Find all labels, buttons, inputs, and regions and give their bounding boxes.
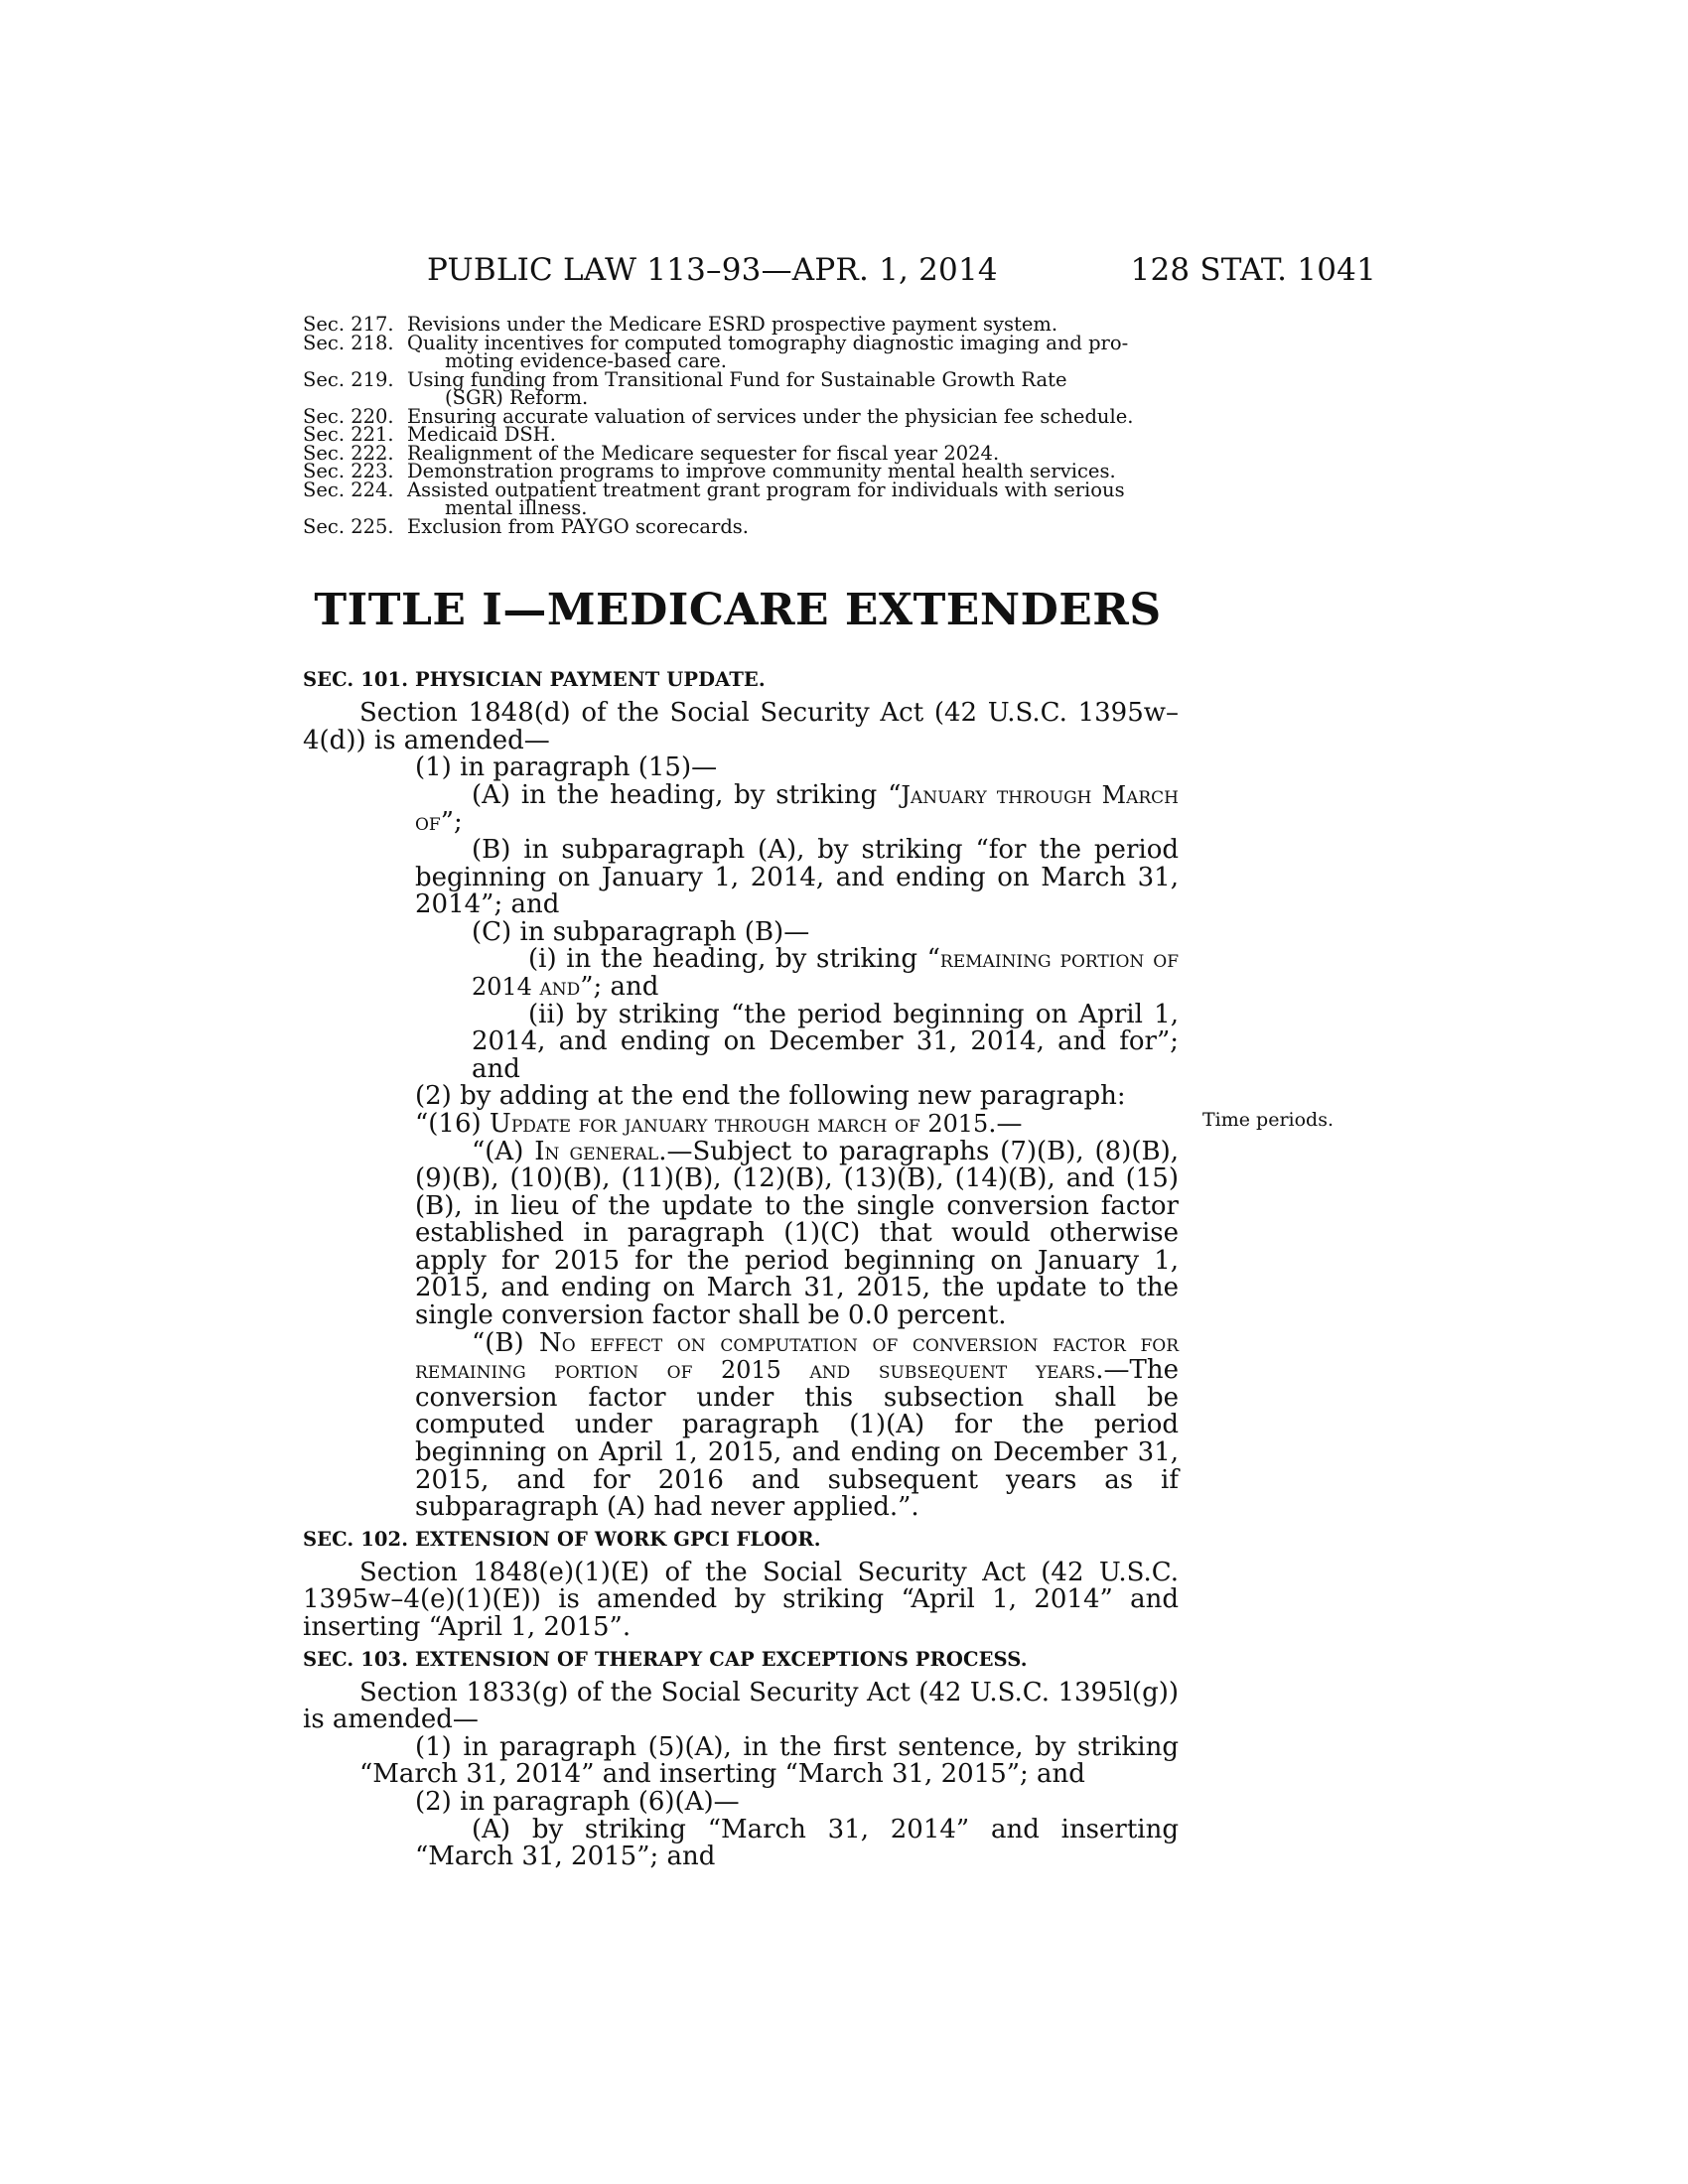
- section-heading-103: SEC. 103. EXTENSION OF THERAPY CAP EXCEPTIONS PROCESS.: [303, 1647, 1028, 1671]
- toc-section-title: Using funding from Transitional Fund for Sustainable Growth Rate: [407, 367, 1067, 391]
- title-heading: TITLE I—MEDICARE EXTENDERS: [314, 585, 1162, 635]
- toc-section-title-continued: (SGR) Reform.: [445, 386, 589, 409]
- toc-section-number: Sec. 219.: [303, 367, 394, 391]
- subparagraph-A: (A) in the heading, by striking “January through March of”;: [415, 779, 1179, 838]
- toc-section-title: Medicaid DSH.: [407, 423, 556, 446]
- subparagraph-C: (C) in subparagraph (B)—: [472, 916, 810, 947]
- toc-section-number: Sec. 225.: [303, 514, 394, 538]
- section-heading-102: SEC. 102. EXTENSION OF WORK GPCI FLOOR.: [303, 1527, 821, 1551]
- statute-body: [303, 667, 1179, 1871]
- toc-section-title-continued: moting evidence-based care.: [445, 349, 727, 372]
- clause-i: (i) in the heading, by striking “remaining portion of 2014 and”; and: [472, 944, 1179, 1002]
- subparagraph-B: (B) in subparagraph (A), by striking “for the period beginning on January 1, 2014, and ending on March 31, 2014”; and: [415, 834, 1179, 920]
- toc-entry: [303, 514, 1177, 538]
- toc-entry: [303, 478, 1177, 501]
- header-statute-page: 128 STAT. 1041: [1130, 252, 1376, 288]
- toc-section-title: Assisted outpatient treatment grant program for individuals with serious: [407, 478, 1125, 501]
- toc-section-title: Exclusion from PAYGO scorecards.: [407, 514, 750, 538]
- section-101-intro: Section 1848(d) of the Social Security Act (42 U.S.C. 1395w–4(d)) is amended—: [303, 698, 1179, 755]
- section-103-subparagraph-A: (A) by striking “March 31, 2014” and inserting “March 31, 2015”; and: [415, 1814, 1179, 1872]
- toc-section-title-continued: mental illness.: [445, 496, 588, 519]
- new-subparagraph-A: “(A) In general.—Subject to paragraphs (7)(B), (8)(B), (9)(B), (10)(B), (11)(B), (12)(B), (13)(B), (14)(B), and (15)(B), in lieu of the update to the single conversion factor established in paragraph (1)(C) that would otherwise apply for 2015 for the period beginning on January 1, 2015, and ending on March 31, 2015, the update to the single conversion factor shall be 0.0 percent.: [415, 1136, 1180, 1331]
- toc-section-title: Ensuring accurate valuation of services under the physician fee schedule.: [407, 404, 1134, 428]
- section-heading-101: SEC. 101. PHYSICIAN PAYMENT UPDATE.: [303, 668, 766, 691]
- new-subparagraph-B: “(B) No effect on computation of conversion factor for remaining portion of 2015 and subsequent years.—The conversion factor under this subsection shall be computed under paragraph (1)(A) for the period beginning on April 1, 2015, and ending on December 31, 2015, and for 2016 and subsequent years as if subparagraph (A) had never applied.”.: [415, 1327, 1180, 1523]
- toc-section-number: Sec. 223.: [303, 460, 394, 482]
- paragraph-2: (2) by adding at the end the following new paragraph:: [415, 1081, 1126, 1112]
- toc-section-title: Revisions under the Medicare ESRD prospective payment system.: [407, 313, 1058, 336]
- section-103-intro: Section 1833(g) of the Social Security Act (42 U.S.C. 1395l(g)) is amended—: [303, 1677, 1179, 1735]
- toc-entry: [303, 367, 1177, 391]
- section-103-paragraph-2: (2) in paragraph (6)(A)—: [415, 1786, 740, 1817]
- toc-section-title: Realignment of the Medicare sequester for fiscal year 2024.: [407, 441, 1000, 465]
- toc-section-title: Demonstration programs to improve community mental health services.: [407, 460, 1116, 482]
- new-paragraph-16: “(16) Update for january through march of 2015.—: [415, 1108, 1023, 1139]
- toc-section-number: Sec. 220.: [303, 404, 394, 428]
- header-law-citation: PUBLIC LAW 113–93—APR. 1, 2014: [427, 252, 998, 288]
- toc-section-number: Sec. 217.: [303, 313, 394, 336]
- section-102-text: Section 1848(e)(1)(E) of the Social Security Act (42 U.S.C. 1395w–4(e)(1)(E)) is amended by striking “April 1, 2014” and inserting “April 1, 2015”.: [303, 1557, 1179, 1642]
- toc-section-title: Quality incentives for computed tomography diagnostic imaging and pro-: [407, 331, 1129, 354]
- margin-note: Time periods.: [1202, 1109, 1335, 1131]
- page-header: [298, 250, 1376, 290]
- toc-entry: [303, 331, 1177, 354]
- toc-section-number: Sec. 218.: [303, 331, 394, 354]
- table-of-contents: [303, 313, 1177, 538]
- paragraph-1: (1) in paragraph (15)—: [415, 752, 718, 783]
- section-103-paragraph-1: (1) in paragraph (5)(A), in the first sentence, by striking “March 31, 2014” and inserting “March 31, 2015”; and: [359, 1731, 1179, 1790]
- toc-section-number: Sec. 221.: [303, 423, 394, 446]
- clause-ii: (ii) by striking “the period beginning on April 1, 2014, and ending on December 31, 2014, and for”; and: [472, 999, 1179, 1084]
- toc-section-number: Sec. 222.: [303, 441, 394, 465]
- toc-section-number: Sec. 224.: [303, 478, 394, 501]
